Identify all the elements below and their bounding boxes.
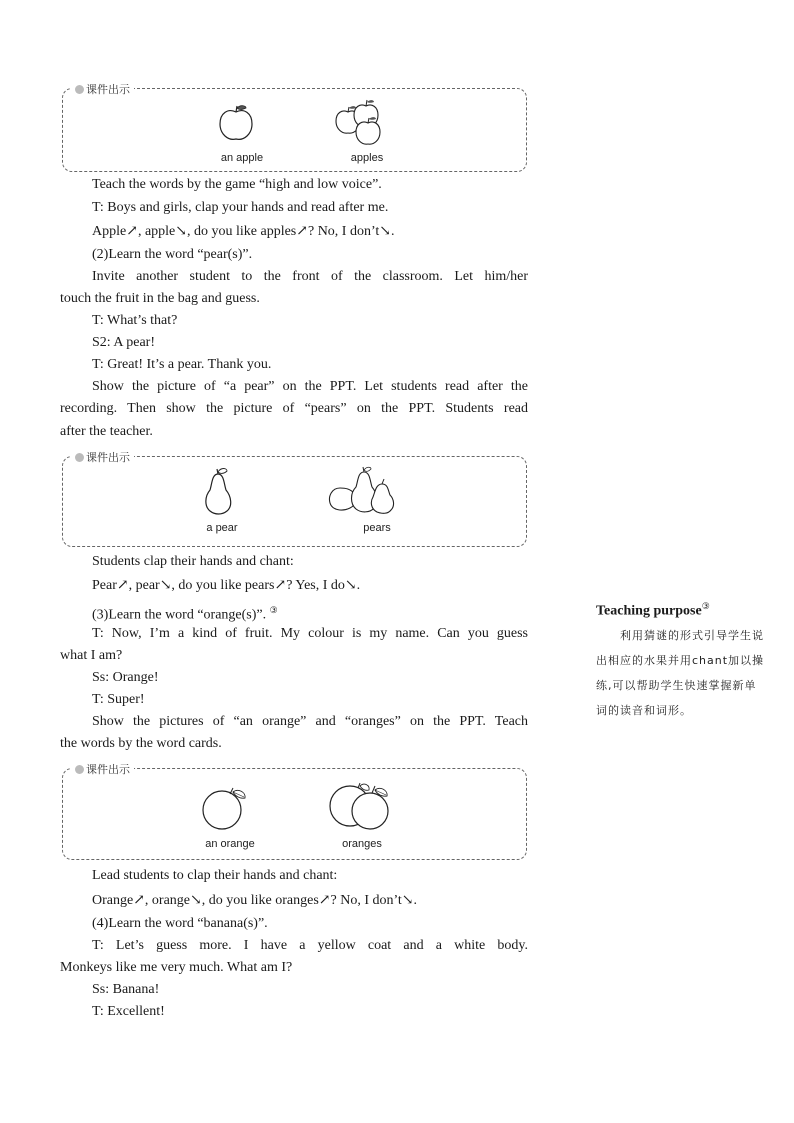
courseware-label: 课件出示 [71, 449, 134, 465]
text-line: T: Now, I’m a kind of fruit. My colour is my name. Can you guess [92, 626, 528, 641]
courseware-label: 课件出示 [71, 81, 134, 97]
text-line: Teach the words by the game “high and low voice”. [92, 177, 382, 192]
caption-a-pear: a pear [206, 522, 238, 534]
courseware-box-pears [62, 451, 527, 547]
footnote-marker: ③ [269, 605, 278, 615]
text-line: the words by the word cards. [60, 736, 222, 751]
caption-an-apple: an apple [220, 152, 264, 164]
text-line: Ss: Banana! [92, 982, 160, 997]
text-line: (2)Learn the word “pear(s)”. [92, 247, 253, 262]
orange-icon [200, 784, 250, 832]
text-line: Lead students to clap their hands and chant: [92, 868, 338, 883]
text-line: Apple↗, apple↘, do you like apples↗? No, I don’t↘. [92, 224, 395, 239]
courseware-box-apples [62, 83, 527, 172]
text-line: Pear↗, pear↘, do you like pears↗? Yes, I do↘. [92, 578, 361, 593]
teaching-purpose-body: 利用猜谜的形式引导学生说出相应的水果并用chant加以操练,可以帮助学生快速掌握新单词的读音和词形。 [596, 629, 765, 717]
text-line: Ss: Orange! [92, 670, 159, 685]
text-line: Monkeys like me very much. What am I? [60, 960, 293, 975]
oranges-icon [328, 780, 398, 832]
text-line: Invite another student to the front of the classroom. Let him/her [92, 269, 528, 284]
text-line: (3)Learn the word “orange(s)”. ③ [92, 605, 278, 623]
text-line: Students clap their hands and chant: [92, 554, 294, 569]
courseware-label: 课件出示 [71, 761, 134, 777]
text-line: Show the picture of “a pear” on the PPT. Let students read after the [92, 379, 528, 394]
text-line: (4)Learn the word “banana(s)”. [92, 916, 268, 931]
text-line: what I am? [60, 648, 123, 663]
text-line: Orange↗, orange↘, do you like oranges↗? No, I don’t↘. [92, 893, 418, 908]
text-line: T: Let’s guess more. I have a yellow coat and a white body. [92, 938, 528, 953]
apples-icon [334, 98, 386, 146]
caption-oranges: oranges [342, 838, 382, 850]
text-line: T: Super! [92, 692, 145, 707]
caption-pears: pears [363, 522, 391, 534]
text-line: T: Boys and girls, clap your hands and read after me. [92, 200, 389, 215]
text-line: recording. Then show the picture of “pears” on the PPT. Students read [60, 401, 528, 416]
text-line: T: What’s that? [92, 313, 178, 328]
text-line: Show the pictures of “an orange” and “oranges” on the PPT. Teach [92, 714, 528, 729]
apple-icon [216, 103, 256, 143]
text-line: T: Great! It’s a pear. Thank you. [92, 357, 272, 372]
courseware-box-oranges [62, 763, 527, 860]
text-line: S2: A pear! [92, 335, 155, 350]
footnote-marker: ③ [701, 601, 710, 611]
caption-apples: apples [350, 152, 384, 164]
text-line: touch the fruit in the bag and guess. [60, 291, 260, 306]
text-line: T: Excellent! [92, 1004, 165, 1019]
text-line: after the teacher. [60, 424, 153, 439]
teaching-purpose-title: Teaching purpose③ [596, 601, 710, 619]
pear-icon [200, 466, 236, 516]
pears-icon [326, 466, 396, 514]
caption-an-orange: an orange [205, 838, 255, 850]
